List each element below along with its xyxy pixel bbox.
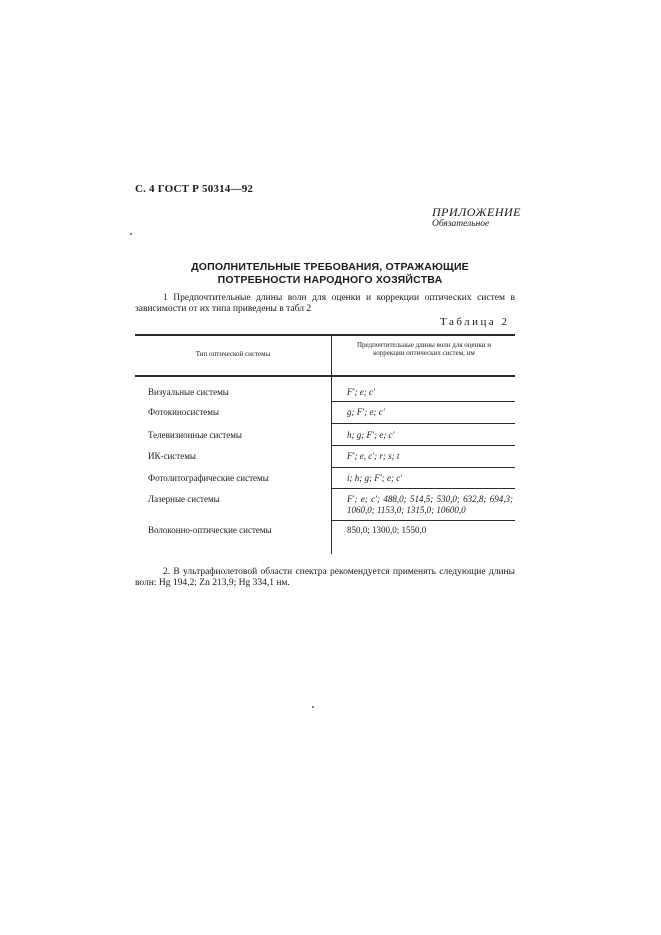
header-system-type: Тип оптической системы bbox=[195, 350, 271, 358]
row-separator bbox=[331, 445, 515, 446]
row-wavelengths-television: h; g; F′; e; c′ bbox=[347, 430, 395, 440]
row-wavelengths-photolitho: i; h; g; F′; e; c′ bbox=[347, 473, 403, 483]
paragraph-1: 1 Предпочтительные длины волн для оценки и коррекции оптических систем в зависимости от их типа приведены в табл 2 bbox=[135, 293, 515, 314]
row-wavelengths-laser: F′; e; c′; 488,0; 514,5; 530,0; 632,8; 694,3; 1060,0; 1153,0; 1315,0; 10600,0 bbox=[347, 494, 513, 515]
row-type-visual: Визуальные системы bbox=[148, 387, 229, 397]
section-title bbox=[160, 261, 500, 287]
appendix-status: Обязательное bbox=[432, 219, 490, 229]
row-wavelengths-ir: F′; e, c′; r; s; t bbox=[347, 451, 400, 461]
row-separator bbox=[331, 423, 515, 424]
row-type-fiber: Волоконно-оптические системы bbox=[148, 525, 272, 535]
wavelength-table bbox=[135, 334, 515, 554]
header-wavelengths: Предпочтительные длины волн для оценки и коррекции оптических систем, нм bbox=[356, 341, 492, 357]
page-header: С. 4 ГОСТ Р 50314—92 bbox=[135, 183, 254, 195]
paragraph-2: 2. В ультрафиолетовой области спектра рекомендуется применять следующие длины волн: Hg 194,2; Zn 213,9; Hg 334,1 нм. bbox=[135, 567, 515, 588]
scan-speck bbox=[312, 706, 314, 708]
row-wavelengths-photocine: g; F′; e; c′ bbox=[347, 407, 385, 417]
row-type-photolitho: Фотолитографические системы bbox=[148, 473, 269, 483]
row-wavelengths-visual: F′; e; c′ bbox=[347, 387, 375, 397]
row-type-photocine: Фотокиносистемы bbox=[148, 407, 220, 417]
row-type-ir: ИК-системы bbox=[148, 451, 196, 461]
row-separator bbox=[331, 488, 515, 489]
row-type-television: Телевизионные системы bbox=[148, 430, 242, 440]
row-separator bbox=[331, 467, 515, 468]
row-separator bbox=[331, 401, 515, 402]
row-wavelengths-fiber: 850,0; 1300,0; 1550,0 bbox=[347, 525, 427, 535]
section-title-line-2: ПОТРЕБНОСТИ НАРОДНОГО ХОЗЯЙСТВА bbox=[217, 274, 443, 286]
table-top-border bbox=[135, 334, 515, 336]
scan-speck bbox=[130, 233, 132, 235]
appendix-label: ПРИЛОЖЕНИЕ bbox=[432, 205, 521, 219]
row-type-laser: Лазерные системы bbox=[148, 494, 220, 504]
section-title-line-1: ДОПОЛНИТЕЛЬНЫЕ ТРЕБОВАНИЯ, ОТРАЖАЮЩИЕ bbox=[191, 261, 469, 273]
table-header-border bbox=[135, 375, 515, 377]
row-separator bbox=[331, 520, 515, 521]
table-column-divider bbox=[331, 334, 332, 554]
table-caption: Таблица 2 bbox=[440, 316, 510, 328]
